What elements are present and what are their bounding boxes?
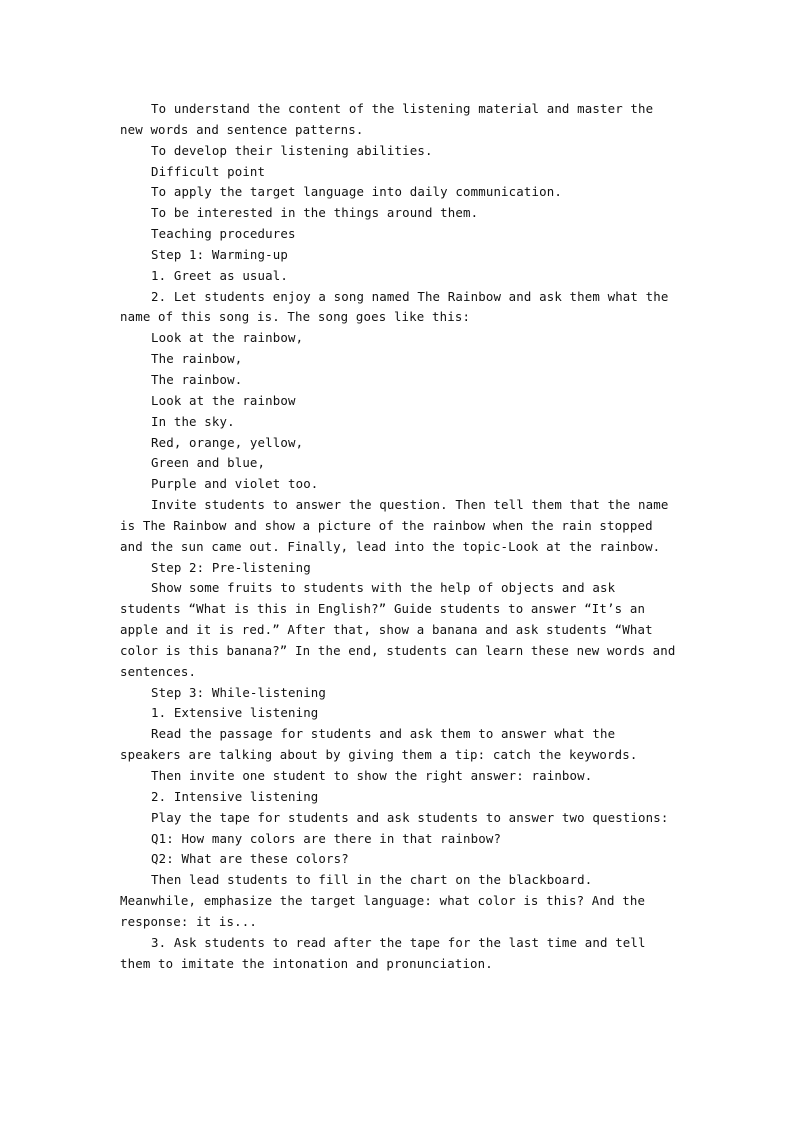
song-line: The rainbow. [151,371,243,387]
document-page [120,99,676,974]
song-line: In the sky. [151,413,235,429]
paragraph-objective-listening: To develop their listening abilities. [151,142,433,158]
paragraph-fill-chart: Then lead students to fill in the chart on the blackboard. Meanwhile, emphasize the target language: what color is this? And the response: it is... [120,872,646,929]
heading-extensive-listening: 1. Extensive listening [151,705,319,721]
paragraph-play-tape: Play the tape for students and ask students to answer two questions: [151,809,669,825]
paragraph-read-after-tape: 3. Ask students to read after the tape for the last time and tell them to imitate the intonation and pronunciation. [120,934,646,971]
song-line: Look at the rainbow [151,392,296,408]
heading-intensive-listening: 2. Intensive listening [151,788,319,804]
paragraph-invite-students: Invite students to answer the question. Then tell them that the name is The Rainbow and show a picture of the rainbow when the rain stopped and the sun came out. Finally, lead into the topic-Look at the rainbow. [120,497,669,554]
heading-difficult-point: Difficult point [151,163,266,179]
paragraph-objective-content: To understand the content of the listening material and master the new words and sentence patterns. [120,101,654,137]
paragraph-difficult-interest: To be interested in the things around them. [151,205,479,221]
song-line: Green and blue, [151,455,266,471]
heading-teaching-procedures: Teaching procedures [151,226,296,242]
song-line: Look at the rainbow, [151,330,304,346]
paragraph-song-intro: 2. Let students enjoy a song named The Rainbow and ask them what the name of this song is. The song goes like this: [120,288,669,325]
paragraph-greet: 1. Greet as usual. [151,267,288,283]
paragraph-difficult-apply: To apply the target language into daily communication. [151,184,562,200]
paragraph-read-passage: Read the passage for students and ask them to answer what the speakers are talking about by giving them a tip: catch the keywords. [120,726,638,763]
song-line: Red, orange, yellow, [151,434,304,450]
song-line: Purple and violet too. [151,476,319,492]
paragraph-show-fruits: Show some fruits to students with the help of objects and ask students “What is this in English?” Guide students to answer “It’s an apple and it is red.” After that, show a banana and ask students “What color is this banana?” In the end, students can learn these new words and sentences. [120,580,676,679]
heading-step-3: Step 3: While-listening [151,684,327,700]
question-2: Q2: What are these colors? [151,851,349,867]
heading-step-2: Step 2: Pre-listening [151,559,311,575]
heading-step-1: Step 1: Warming-up [151,246,288,262]
song-line: The rainbow, [151,351,243,367]
question-1: Q1: How many colors are there in that rainbow? [151,830,502,846]
paragraph-right-answer: Then invite one student to show the right answer: rainbow. [151,768,593,783]
